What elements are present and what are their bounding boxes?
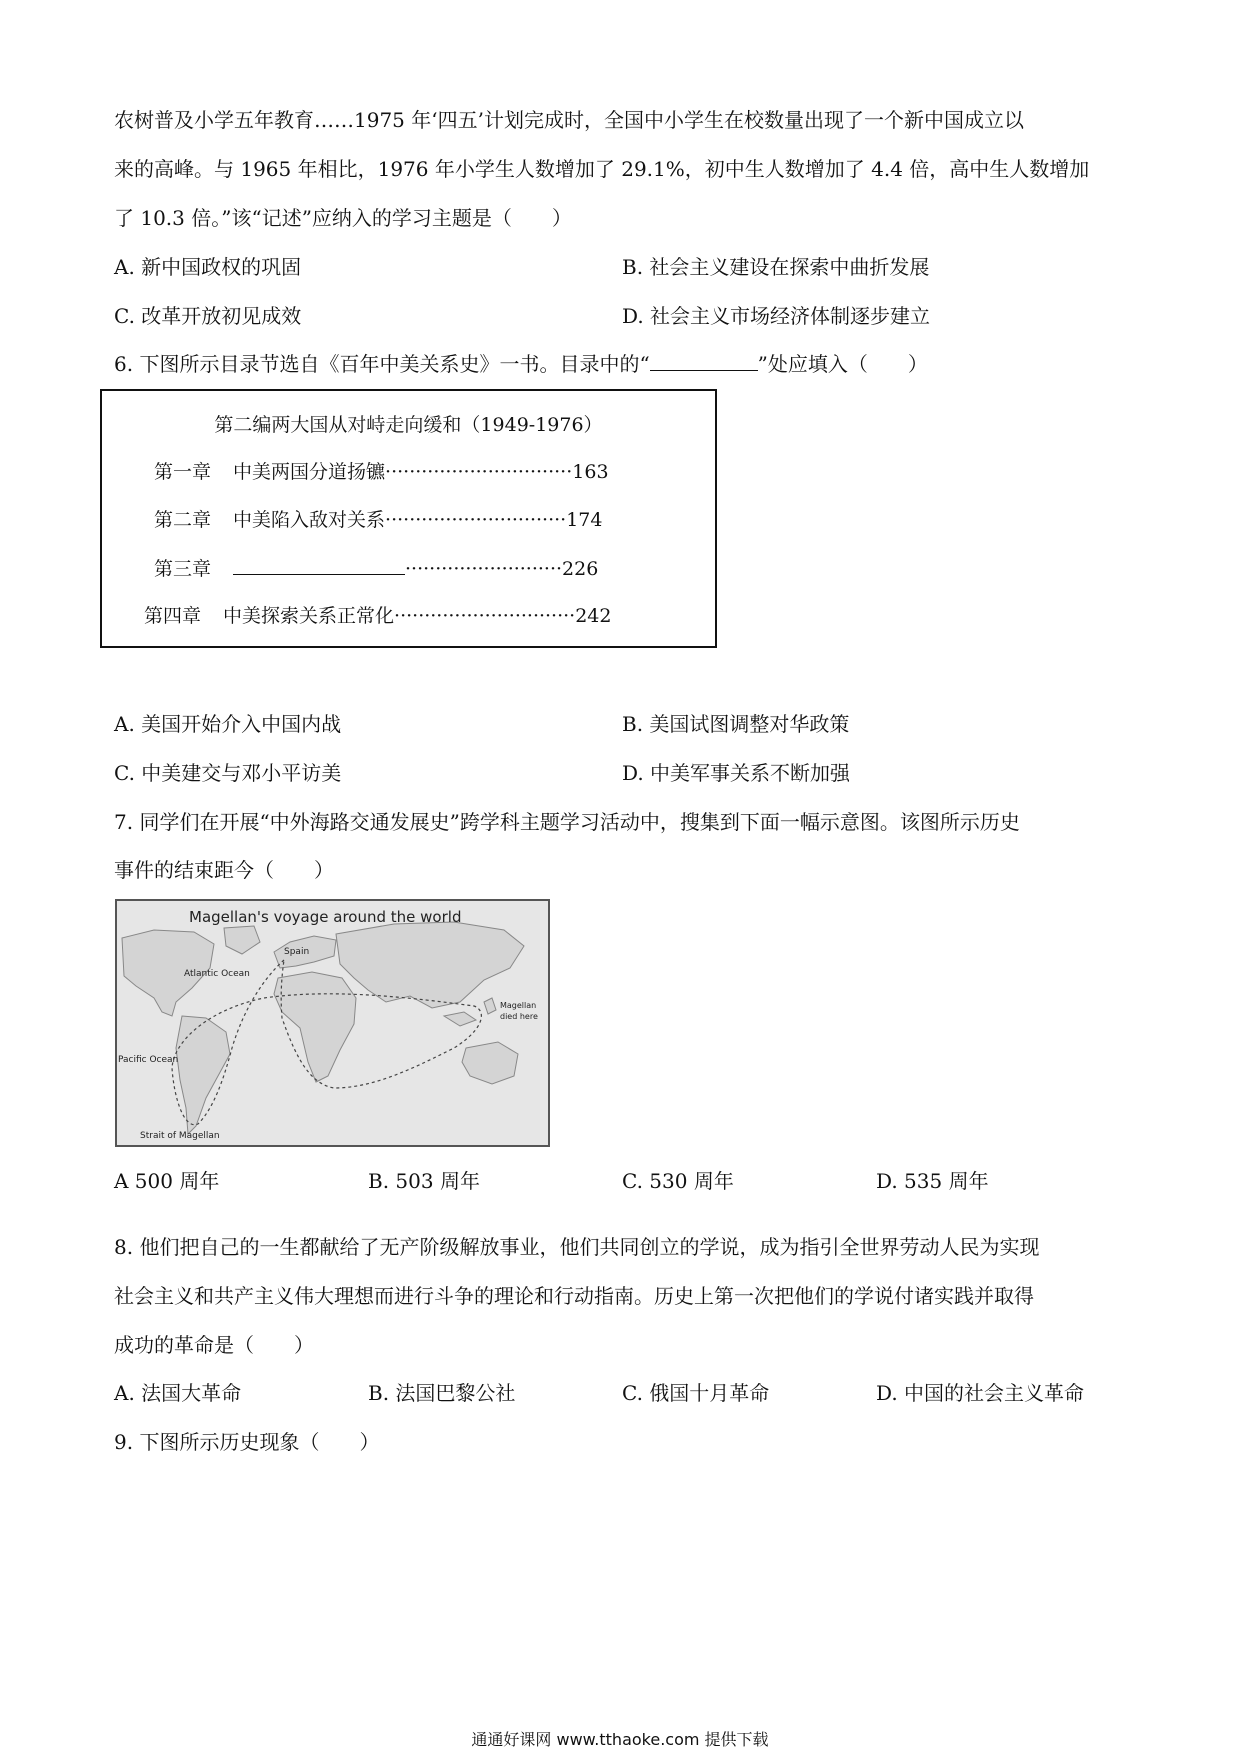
q7-option-a: A 500 周年 bbox=[114, 1169, 220, 1193]
toc-leader-dots: ······························ bbox=[385, 509, 567, 531]
q9-line-1: 9. 下图所示历史现象（ ） bbox=[114, 1430, 380, 1454]
map-label-atlantic: Atlantic Ocean bbox=[184, 969, 250, 979]
q8-line-1: 8. 他们把自己的一生都献给了无产阶级解放事业，他们共同创立的学说，成为指引全世界劳动人民为实现 bbox=[114, 1235, 1040, 1259]
table-of-contents bbox=[100, 389, 717, 648]
toc-chapter: 第三章 bbox=[154, 558, 212, 580]
toc-page-number: 226 bbox=[562, 558, 599, 580]
q8-option-a: A. 法国大革命 bbox=[114, 1381, 242, 1405]
q6-stem-post: ”处应填入（ ） bbox=[757, 352, 928, 376]
q6-option-b: B. 美国试图调整对华政策 bbox=[622, 712, 850, 736]
toc-chapter: 第四章 bbox=[144, 605, 202, 627]
q6-stem bbox=[114, 352, 928, 376]
toc-blank-line bbox=[233, 556, 405, 575]
toc-chapter-name: 中美陷入敌对关系 bbox=[233, 509, 386, 531]
q5-line-3: 了 10.3 倍。”该“记述”应纳入的学习主题是（ ） bbox=[114, 206, 572, 230]
toc-page-number: 242 bbox=[575, 605, 612, 627]
q8-option-d: D. 中国的社会主义革命 bbox=[876, 1381, 1085, 1405]
toc-leader-dots: ······························· bbox=[385, 461, 573, 483]
q7-line-1: 7. 同学们在开展“中外海路交通发展史”跨学科主题学习活动中，搜集到下面一幅示意图。该图所示历史 bbox=[114, 810, 1020, 834]
map-label-died-2: died here bbox=[500, 1012, 538, 1021]
q6-stem-blank bbox=[650, 352, 758, 371]
q8-option-c: C. 俄国十月革命 bbox=[622, 1381, 770, 1405]
q6-option-c: C. 中美建交与邓小平访美 bbox=[114, 761, 342, 785]
toc-chapter-name: 中美两国分道扬镳 bbox=[233, 461, 386, 483]
q8-line-2: 社会主义和共产主义伟大理想而进行斗争的理论和行动指南。历史上第一次把他们的学说付诸实践并取得 bbox=[114, 1284, 1034, 1308]
q5-option-c: C. 改革开放初见成效 bbox=[114, 304, 302, 328]
page-footer: 通通好课网 www.tthaoke.com 提供下载 bbox=[471, 1730, 769, 1749]
q6-option-a: A. 美国开始介入中国内战 bbox=[114, 712, 342, 736]
q7-option-d: D. 535 周年 bbox=[876, 1169, 989, 1193]
q5-line-1: 农树普及小学五年教育……1975 年‘四五’计划完成时，全国中小学生在校数量出现了一个新中国成立以 bbox=[114, 108, 1024, 132]
q5-option-b: B. 社会主义建设在探索中曲折发展 bbox=[622, 255, 930, 279]
q7-option-c: C. 530 周年 bbox=[622, 1169, 734, 1193]
toc-row-3 bbox=[154, 556, 598, 581]
toc-chapter: 第一章 bbox=[154, 461, 212, 483]
q5-option-a: A. 新中国政权的巩固 bbox=[114, 255, 302, 279]
magellan-voyage-map bbox=[114, 898, 551, 1148]
toc-page-number: 163 bbox=[572, 461, 609, 483]
toc-leader-dots: ·························· bbox=[405, 558, 563, 580]
toc-chapter-name: 中美探索关系正常化 bbox=[223, 605, 395, 627]
map-label-spain: Spain bbox=[284, 947, 310, 957]
toc-row-4 bbox=[144, 604, 611, 628]
toc-row-2 bbox=[154, 508, 602, 532]
q8-option-b: B. 法国巴黎公社 bbox=[368, 1381, 516, 1405]
toc-leader-dots: ······························ bbox=[394, 605, 576, 627]
map-label-died-1: Magellan bbox=[500, 1001, 537, 1010]
toc-row-1 bbox=[154, 460, 609, 484]
q5-line-2: 来的高峰。与 1965 年相比，1976 年小学生人数增加了 29.1%，初中生人数增加了 4.4 倍，高中生人数增加 bbox=[114, 157, 1090, 181]
q8-line-3: 成功的革命是（ ） bbox=[114, 1333, 314, 1357]
map-label-strait: Strait of Magellan bbox=[140, 1131, 220, 1141]
map-label-pacific: Pacific Ocean bbox=[118, 1055, 179, 1065]
toc-page-number: 174 bbox=[566, 509, 603, 531]
q7-option-b: B. 503 周年 bbox=[368, 1169, 480, 1193]
q5-option-d: D. 社会主义市场经济体制逐步建立 bbox=[622, 304, 931, 328]
toc-chapter: 第二章 bbox=[154, 509, 212, 531]
q6-option-d: D. 中美军事关系不断加强 bbox=[622, 761, 851, 785]
q7-line-2: 事件的结束距今（ ） bbox=[114, 858, 334, 882]
map-title: Magellan's voyage around the world bbox=[189, 908, 462, 926]
toc-title: 第二编两大国从对峙走向缓和（1949-1976） bbox=[214, 414, 603, 436]
q6-stem-pre: 6. 下图所示目录节选自《百年中美关系史》一书。目录中的“ bbox=[114, 352, 650, 376]
